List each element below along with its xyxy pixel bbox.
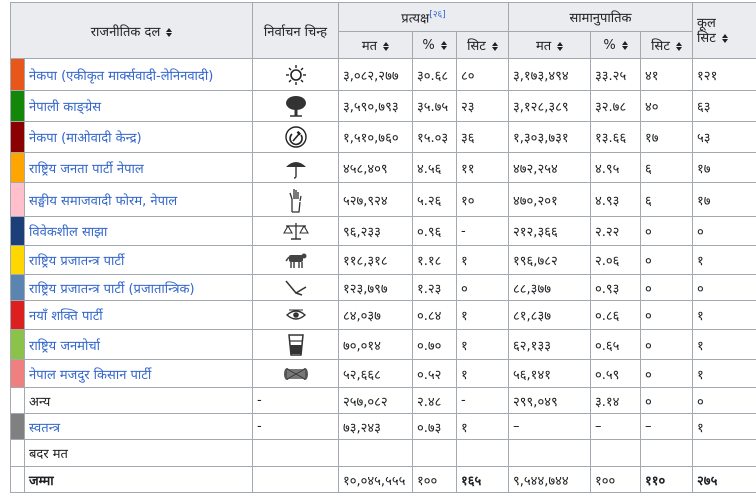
- prop-percent-cell: २.०६: [591, 246, 641, 275]
- party-name-cell: [25, 153, 253, 183]
- prop-votes-cell: ६२,१३३: [509, 330, 591, 360]
- total-seats-cell: १: [693, 301, 756, 330]
- prop-seats-cell: ०: [641, 246, 693, 275]
- party-color-swatch: [11, 330, 25, 360]
- prop-seats-cell: ०: [641, 217, 693, 246]
- direct-seats-cell: ३६: [457, 122, 509, 153]
- direct-percent-cell: ४.५६: [413, 153, 457, 183]
- prop-seats-cell: ०: [641, 388, 693, 414]
- direct-percent-cell: १.२३: [413, 275, 457, 301]
- direct-votes-cell: ५२७,९२४: [339, 183, 413, 217]
- direct-seats-header[interactable]: सिट: [457, 32, 509, 59]
- total-seats-cell: १: [693, 330, 756, 360]
- party-name-link[interactable]: राष्ट्रिय प्रजातन्त्र पार्टी: [29, 254, 124, 269]
- total-seats-cell: ६३: [693, 91, 756, 122]
- direct-percent-cell: ३५.७५: [413, 91, 457, 122]
- direct-percent-cell: ०.७३: [413, 414, 457, 440]
- total-direct-percent: १००: [413, 467, 457, 493]
- party-color-swatch: [11, 301, 25, 330]
- party-name-cell: [25, 246, 253, 275]
- direct-seats-cell: -: [457, 388, 509, 414]
- prop-percent-cell: [591, 440, 641, 467]
- madal-icon[interactable]: [253, 360, 339, 388]
- prop-percent-cell: ३.१४: [591, 388, 641, 414]
- total-seats-header[interactable]: कूल सिट: [693, 3, 756, 59]
- party-name-link[interactable]: राष्ट्रिय जनता पार्टी नेपाल: [29, 162, 144, 177]
- prop-votes-cell: ८१,८३७: [509, 301, 591, 330]
- sort-icon[interactable]: [722, 34, 728, 43]
- results-body: [11, 59, 756, 493]
- direct-percent-cell: ०.५२: [413, 360, 457, 388]
- total-prop-percent: १००: [591, 467, 641, 493]
- party-name-link[interactable]: सङ्घीय समाजवादी फोरम, नेपाल: [29, 194, 177, 209]
- eye-icon[interactable]: [253, 301, 339, 330]
- total-seats-cell: ०: [693, 275, 756, 301]
- party-color-swatch: [11, 388, 25, 414]
- prop-percent-cell: ४.९३: [591, 183, 641, 217]
- prop-seats-cell: ०: [641, 275, 693, 301]
- sort-icon[interactable]: [557, 42, 563, 51]
- direct-votes-cell: ३,०८२,२७७: [339, 59, 413, 91]
- prop-votes-cell: ४७०,२०१: [509, 183, 591, 217]
- direct-votes-cell: ७०,०१४: [339, 330, 413, 360]
- party-name-cell: [25, 360, 253, 388]
- direct-percent-cell: ०.९६: [413, 217, 457, 246]
- party-color-swatch: [11, 122, 25, 153]
- total-direct-seats: १६५: [457, 467, 509, 493]
- prop-percent-cell: –: [591, 414, 641, 440]
- direct-percent-cell: १.१८: [413, 246, 457, 275]
- party-name-cell: [25, 414, 253, 440]
- direct-seats-cell: ८०: [457, 59, 509, 91]
- total-seats-cell: १: [693, 360, 756, 388]
- symbol-column-header: निर्वाचन चिन्ह: [253, 3, 339, 59]
- party-name-cell: [25, 440, 253, 467]
- plough-icon[interactable]: [253, 275, 339, 301]
- party-color-swatch: [11, 153, 25, 183]
- hammer-sickle-icon[interactable]: [253, 122, 339, 153]
- prop-seats-cell: ०: [641, 360, 693, 388]
- direct-votes-cell: १,५१०,७६०: [339, 122, 413, 153]
- sun-icon[interactable]: [253, 59, 339, 91]
- direct-percent-cell: ०.८४: [413, 301, 457, 330]
- direct-percent-cell: ०.७०: [413, 330, 457, 360]
- total-direct-votes: १०,०४५,५५५: [339, 467, 413, 493]
- party-name-link[interactable]: नेकपा (माओवादी केन्द्र): [29, 131, 142, 146]
- total-prop-votes: ९,५४४,७४४: [509, 467, 591, 493]
- party-row: [11, 91, 756, 122]
- party-row: [11, 275, 756, 301]
- total-seats-cell: १: [693, 246, 756, 275]
- glass-icon[interactable]: [253, 330, 339, 360]
- total-seats-cell: १७: [693, 153, 756, 183]
- sort-icon[interactable]: [676, 42, 682, 51]
- hand-icon[interactable]: [253, 183, 339, 217]
- total-seats-cell: १: [693, 414, 756, 440]
- party-name-cell: [25, 122, 253, 153]
- total-seats-cell: ०: [693, 388, 756, 414]
- party-row: [11, 183, 756, 217]
- symbol-cell: -: [253, 388, 339, 414]
- party-row: [11, 301, 756, 330]
- party-row: [11, 122, 756, 153]
- party-row: [11, 388, 756, 414]
- prop-percent-cell: ३२.७८: [591, 91, 641, 122]
- sort-icon[interactable]: [441, 41, 447, 50]
- prop-seats-cell: ४०: [641, 91, 693, 122]
- party-name-link[interactable]: राष्ट्रिय जनमोर्चा: [29, 339, 100, 354]
- party-row: [11, 414, 756, 440]
- direct-votes-cell: ८४,०३७: [339, 301, 413, 330]
- sort-icon[interactable]: [622, 41, 628, 50]
- party-name-cell: [25, 183, 253, 217]
- party-row: [11, 360, 756, 388]
- prop-percent-cell: ०.८६: [591, 301, 641, 330]
- prop-votes-cell: ३,१७३,४९४: [509, 59, 591, 91]
- party-color-swatch: [11, 275, 25, 301]
- party-row: [11, 217, 756, 246]
- prop-percent-cell: २.२२: [591, 217, 641, 246]
- direct-percent-cell: ३०.६८: [413, 59, 457, 91]
- party-name-link[interactable]: नयाँ शक्ति पार्टी: [29, 309, 103, 324]
- prop-seats-cell: ४१: [641, 59, 693, 91]
- party-color-swatch: [11, 217, 25, 246]
- sort-icon[interactable]: [383, 42, 389, 51]
- total-seats-cell: १२१: [693, 59, 756, 91]
- prop-votes-cell: २९९,०४९: [509, 388, 591, 414]
- party-name: बदर मत: [29, 447, 68, 462]
- party-name-link[interactable]: विवेकशील साझा: [29, 225, 107, 240]
- prop-seats-cell: ०: [641, 301, 693, 330]
- prop-seats-header[interactable]: सिट: [641, 32, 693, 59]
- direct-ref-link[interactable]: [२६]: [429, 10, 445, 20]
- prop-percent-cell: ०.९३: [591, 275, 641, 301]
- party-color-swatch: [11, 91, 25, 122]
- party-name-cell: [25, 59, 253, 91]
- direct-votes-cell: ४५८,४०९: [339, 153, 413, 183]
- party-row: [11, 440, 756, 467]
- party-row: [11, 59, 756, 91]
- direct-seats-cell: -: [457, 217, 509, 246]
- party-color-swatch: [11, 414, 25, 440]
- prop-votes-cell: २१२,३६६: [509, 217, 591, 246]
- sort-icon[interactable]: [492, 42, 498, 51]
- direct-seats-cell: [457, 440, 509, 467]
- prop-votes-cell: ४७२,२५४: [509, 153, 591, 183]
- prop-votes-cell: १,३०३,७३१: [509, 122, 591, 153]
- total-symbol-cell: [253, 467, 339, 493]
- total-seats-cell: ०: [693, 217, 756, 246]
- direct-seats-cell: २३: [457, 91, 509, 122]
- total-swatch: [11, 467, 25, 493]
- direct-seats-cell: १: [457, 360, 509, 388]
- scales-icon[interactable]: [253, 217, 339, 246]
- direct-votes-cell: ५२,६६८: [339, 360, 413, 388]
- direct-seats-cell: १: [457, 414, 509, 440]
- direct-votes-cell: ९६,२३३: [339, 217, 413, 246]
- tree-icon[interactable]: [253, 91, 339, 122]
- total-prop-seats: ११०: [641, 467, 693, 493]
- direct-votes-cell: ३,५९०,७९३: [339, 91, 413, 122]
- party-name-cell: [25, 91, 253, 122]
- direct-percent-cell: ५.२६: [413, 183, 457, 217]
- direct-votes-cell: १२३,७९७: [339, 275, 413, 301]
- direct-percent-cell: [413, 440, 457, 467]
- total-row: [11, 467, 756, 493]
- proportional-group-header: सामानुपातिक: [509, 3, 693, 32]
- prop-percent-cell: ४.९५: [591, 153, 641, 183]
- party-column-header[interactable]: राजनीतिक दल: [11, 3, 253, 59]
- party-name-link[interactable]: राष्ट्रिय प्रजातन्त्र पार्टी (प्रजातान्त्रिक): [29, 282, 195, 297]
- direct-percent-cell: २.४८: [413, 388, 457, 414]
- direct-seats-cell: १०: [457, 183, 509, 217]
- prop-votes-cell: १९६,७८२: [509, 246, 591, 275]
- party-name-link[interactable]: स्वतन्त्र: [29, 421, 60, 436]
- total-seats-cell: [693, 440, 756, 467]
- direct-votes-header[interactable]: मत: [339, 32, 413, 59]
- party-name-cell: [25, 330, 253, 360]
- direct-percent-cell: १५.०३: [413, 122, 457, 153]
- symbol-cell: -: [253, 414, 339, 440]
- party-color-swatch: [11, 59, 25, 91]
- prop-votes-cell: ३,१२८,३८९: [509, 91, 591, 122]
- direct-seats-cell: १: [457, 246, 509, 275]
- direct-group-header: प्रत्यक्ष[२६]: [339, 3, 509, 32]
- party-color-swatch: [11, 183, 25, 217]
- prop-seats-cell: [641, 440, 693, 467]
- umbrella-icon[interactable]: [253, 153, 339, 183]
- party-name-cell: [25, 388, 253, 414]
- prop-percent-cell: ०.६५: [591, 330, 641, 360]
- party-name: अन्य: [29, 395, 50, 410]
- party-name-cell: [25, 275, 253, 301]
- direct-votes-cell: ११८,३१८: [339, 246, 413, 275]
- party-name-cell: [25, 301, 253, 330]
- party-name-cell: [25, 217, 253, 246]
- total-seats: २७५: [693, 467, 756, 493]
- direct-votes-cell: ७३,२४३: [339, 414, 413, 440]
- party-name-link[interactable]: नेकपा (एकीकृत मार्क्सवादी-लेनिनवादी): [29, 69, 213, 84]
- direct-seats-cell: ११: [457, 153, 509, 183]
- party-row: [11, 246, 756, 275]
- total-seats-cell: १७: [693, 183, 756, 217]
- cow-icon[interactable]: [253, 246, 339, 275]
- symbol-cell: [253, 440, 339, 467]
- prop-percent-cell: ०.५९: [591, 360, 641, 388]
- direct-seats-cell: १: [457, 301, 509, 330]
- party-row: [11, 330, 756, 360]
- prop-seats-cell: ६: [641, 153, 693, 183]
- prop-seats-cell: ०: [641, 330, 693, 360]
- prop-percent-cell: १३.६६: [591, 122, 641, 153]
- prop-seats-cell: ६: [641, 183, 693, 217]
- direct-seats-cell: १: [457, 330, 509, 360]
- direct-seats-cell: ०: [457, 275, 509, 301]
- party-name-link[interactable]: नेपाली काङ्ग्रेस: [29, 100, 101, 115]
- direct-percent-header[interactable]: %: [413, 32, 457, 59]
- election-results-table: [10, 2, 756, 493]
- direct-votes-cell: २५७,०८२: [339, 388, 413, 414]
- direct-votes-cell: [339, 440, 413, 467]
- total-seats-cell: ५३: [693, 122, 756, 153]
- prop-seats-cell: १७: [641, 122, 693, 153]
- party-color-swatch: [11, 246, 25, 275]
- prop-percent-header[interactable]: %: [591, 32, 641, 59]
- prop-votes-cell: –: [509, 414, 591, 440]
- party-name-link[interactable]: नेपाल मजदुर किसान पार्टी: [29, 368, 151, 383]
- party-row: [11, 153, 756, 183]
- party-color-swatch: [11, 440, 25, 467]
- prop-votes-cell: ५६,१४१: [509, 360, 591, 388]
- sort-icon[interactable]: [166, 28, 172, 37]
- party-color-swatch: [11, 360, 25, 388]
- prop-votes-cell: [509, 440, 591, 467]
- total-label: जम्मा: [25, 467, 253, 493]
- prop-votes-header[interactable]: मत: [509, 32, 591, 59]
- prop-seats-cell: –: [641, 414, 693, 440]
- prop-percent-cell: ३३.२५: [591, 59, 641, 91]
- prop-votes-cell: ८८,३७७: [509, 275, 591, 301]
